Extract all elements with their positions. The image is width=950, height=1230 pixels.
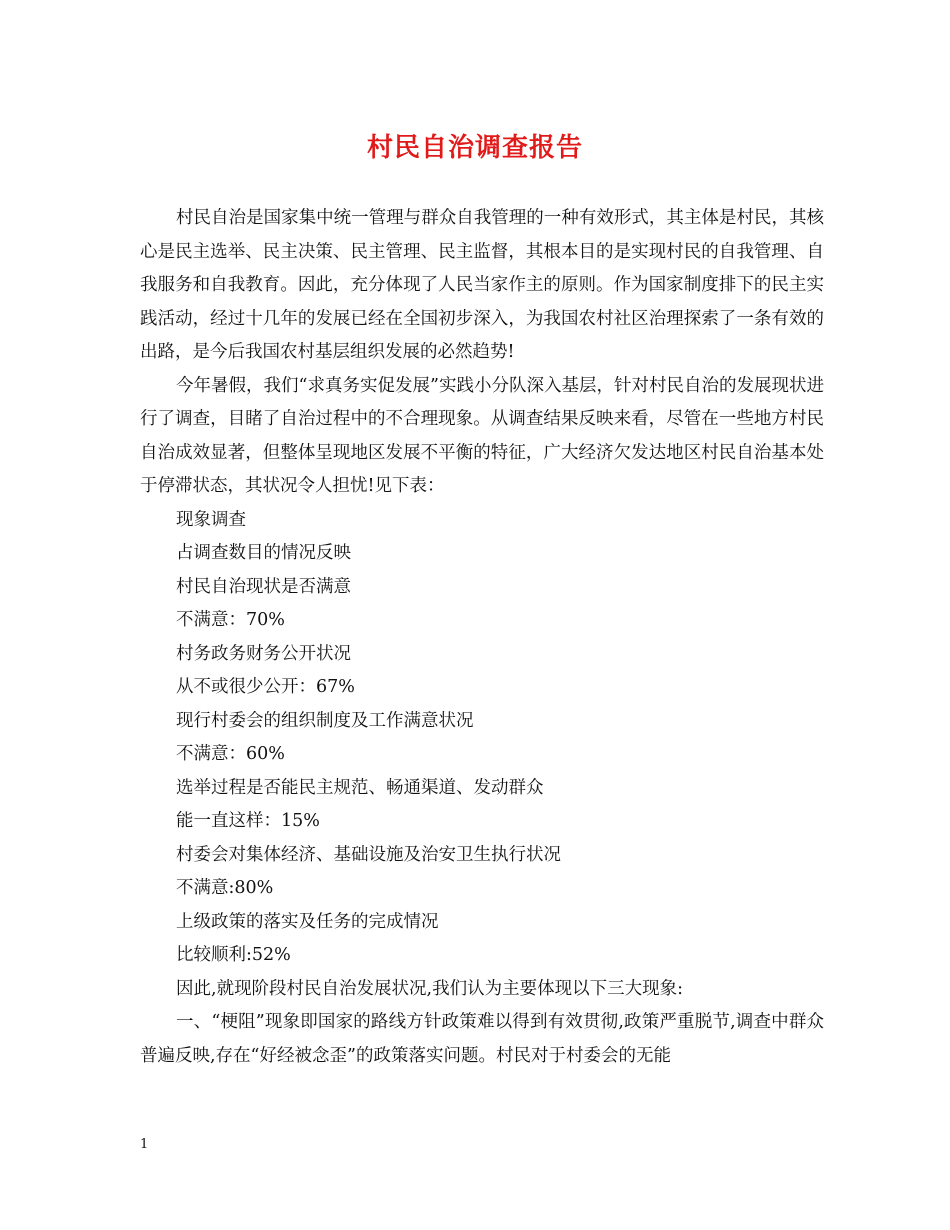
paragraph-intro: 村民自治是国家集中统一管理与群众自我管理的一种有效形式，其主体是村民，其核心是民主选举、民主决策、民主管理、民主监督，其根本目的是实现村民的自我管理、自我服务和自我教育。因此，充分体现了人民当家作主的原则。作为国家制度排下的民主实践活动，经过十几年的发展已经在全国初步深入，为我国农村社区治理探索了一条有效的出路，是今后我国农村基层组织发展的必然趋势! [140,208,824,362]
survey-line: 占调查数目的情况反映 [176,543,351,563]
document-title: 村民自治调查报告 [366,133,583,163]
survey-line: 上级政策的落实及任务的完成情况 [176,911,439,932]
document-body [140,202,824,1073]
survey-line: 不满意:80% [176,878,274,898]
survey-line: 不满意：70% [176,610,285,630]
survey-line: 比较顺利:52% [176,945,291,965]
survey-line: 村民自治现状是否满意 [176,576,351,597]
page-number: 1 [140,1137,149,1152]
survey-line: 从不或很少公开：67% [176,677,355,697]
paragraph-phenomenon-one: 一、“梗阻”现象即国家的路线方针政策难以得到有效贯彻,政策严重脱节,调查中群众普遍反映,存在“好经被念歪”的政策落实问题。村民对于村委会的无能 [140,1012,824,1066]
survey-line: 村务政务财务公开状况 [176,643,351,664]
survey-line: 能一直这样：15% [176,811,320,831]
survey-line: 现行村委会的组织制度及工作满意状况 [176,710,474,731]
survey-line: 现象调查 [176,509,246,530]
survey-line: 选举过程是否能民主规范、畅通渠道、发动群众 [176,777,544,798]
paragraph-conclusion: 因此,就现阶段村民自治发展状况,我们认为主要体现以下三大现象: [176,978,684,999]
survey-line: 村委会对集体经济、基础设施及治安卫生执行状况 [176,844,561,865]
survey-line: 不满意：60% [176,744,285,764]
paragraph-survey-intro: 今年暑假，我们“求真务实促发展”实践小分队深入基层，针对村民自治的发展现状进行了调查，目睹了自治过程中的不合理现象。从调查结果反映来看，尽管在一些地方村民自治成效显著，但整体呈现地区发展不平衡的特征，广大经济欠发达地区村民自治基本处于停滞状态，其状况令人担忧!见下表： [140,375,824,496]
